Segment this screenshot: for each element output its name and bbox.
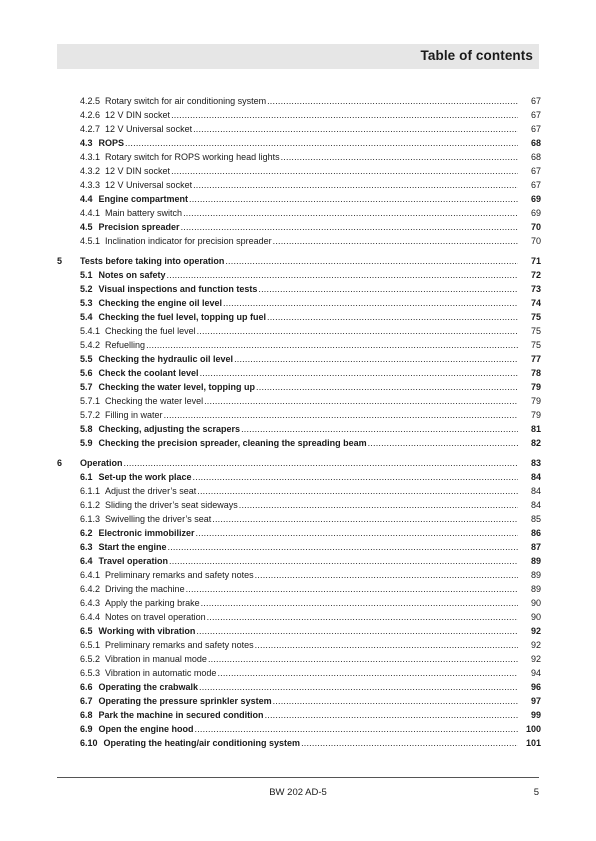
toc-entry-text xyxy=(80,694,522,708)
toc-page-number: 89 xyxy=(530,570,541,580)
toc-leader-dots xyxy=(181,220,518,234)
toc-section-title: Operating the heating/air conditioning system xyxy=(103,738,301,748)
toc-section-number: 6.5.2 xyxy=(80,654,101,664)
toc-section-number: 5.5 xyxy=(80,354,93,364)
toc-entry-text xyxy=(80,484,522,498)
toc-chapter-number: 6 xyxy=(57,458,63,468)
toc-section-number: 5.4.2 xyxy=(80,340,101,350)
toc-entry[interactable] xyxy=(57,554,541,568)
toc-entry-text xyxy=(80,366,522,380)
toc-entry-text xyxy=(80,220,522,234)
toc-page-number: 82 xyxy=(530,438,541,448)
toc-leader-dots xyxy=(164,408,518,422)
toc-entry[interactable] xyxy=(57,268,541,282)
toc-entry-text xyxy=(80,512,522,526)
toc-page-number: 87 xyxy=(530,542,541,552)
toc-leader-dots xyxy=(195,722,518,736)
toc-page-number: 72 xyxy=(530,270,541,280)
toc-section-title: Checking the fuel level, topping up fuel xyxy=(98,312,267,322)
toc-section-number: 4.3 xyxy=(80,138,93,148)
toc-page-number: 79 xyxy=(530,396,541,406)
table-of-contents xyxy=(57,94,541,750)
toc-section-title: Engine compartment xyxy=(98,194,189,204)
toc-entry-text xyxy=(80,192,522,206)
toc-entry-text xyxy=(80,122,522,136)
toc-section-title: Preliminary remarks and safety notes xyxy=(105,570,254,580)
toc-entry[interactable] xyxy=(57,338,541,352)
toc-entry[interactable] xyxy=(57,220,541,234)
toc-page-number: 89 xyxy=(530,556,541,566)
toc-entry[interactable] xyxy=(57,206,541,220)
toc-section-number: 6.2 xyxy=(80,528,93,538)
toc-page-number: 70 xyxy=(530,236,541,246)
toc-entry[interactable] xyxy=(57,680,541,694)
toc-entry[interactable] xyxy=(57,422,541,436)
toc-section-title: Rotary switch for air conditioning system xyxy=(105,96,267,106)
toc-entry[interactable] xyxy=(57,436,541,450)
toc-entry[interactable] xyxy=(57,722,541,736)
toc-section-number: 4.5.1 xyxy=(80,236,101,246)
toc-leader-dots xyxy=(124,456,518,470)
toc-section-title: Apply the parking brake xyxy=(105,598,200,608)
toc-section-number: 6.1.1 xyxy=(80,486,101,496)
toc-page-number: 86 xyxy=(530,528,541,538)
toc-section-title: Rotary switch for ROPS working head lights xyxy=(105,152,280,162)
toc-entry-text xyxy=(80,708,522,722)
toc-page-number: 84 xyxy=(530,486,541,496)
toc-section-number: 6.5.1 xyxy=(80,640,101,650)
toc-leader-dots xyxy=(146,338,518,352)
toc-page-number: 67 xyxy=(530,166,541,176)
toc-section-title: Tests before taking into operation xyxy=(80,256,225,266)
toc-leader-dots xyxy=(204,394,518,408)
toc-section-title: 12 V DIN socket xyxy=(105,166,171,176)
toc-entry[interactable] xyxy=(57,638,541,652)
toc-entry-text xyxy=(80,178,522,192)
toc-section-title: Preliminary remarks and safety notes xyxy=(105,640,254,650)
toc-page-number: 68 xyxy=(530,138,541,148)
toc-page-number: 89 xyxy=(530,584,541,594)
toc-section-title: Main battery switch xyxy=(105,208,183,218)
toc-entry-text xyxy=(80,150,522,164)
header-bar xyxy=(57,44,539,69)
toc-page-number: 101 xyxy=(525,738,541,748)
toc-entry-text xyxy=(80,136,522,150)
toc-section-number: 6.4.2 xyxy=(80,584,101,594)
toc-section-title: Set-up the work place xyxy=(98,472,192,482)
toc-section-number: 5.4.1 xyxy=(80,326,101,336)
toc-page-number: 78 xyxy=(530,368,541,378)
toc-section-title: Checking the fuel level xyxy=(105,326,196,336)
toc-page-number: 85 xyxy=(530,514,541,524)
toc-leader-dots xyxy=(267,310,518,324)
toc-leader-dots xyxy=(189,192,518,206)
toc-section-number: 5.7.2 xyxy=(80,410,101,420)
toc-section-number: 4.3.3 xyxy=(80,180,101,190)
toc-entry-text xyxy=(80,352,522,366)
toc-page-number: 67 xyxy=(530,110,541,120)
toc-page-number: 67 xyxy=(530,96,541,106)
toc-page-number: 92 xyxy=(530,626,541,636)
toc-section-number: 6.5 xyxy=(80,626,93,636)
toc-leader-dots xyxy=(167,268,518,282)
toc-section-title: Electronic immobilizer xyxy=(98,528,195,538)
toc-entry-text xyxy=(80,596,522,610)
toc-section-number: 6.10 xyxy=(80,738,98,748)
toc-entry-text xyxy=(80,94,522,108)
toc-section-title: Adjust the driver’s seat xyxy=(105,486,197,496)
toc-section-number: 6.1.3 xyxy=(80,514,101,524)
toc-entry[interactable] xyxy=(57,470,541,484)
toc-entry[interactable] xyxy=(57,352,541,366)
toc-section-number: 4.4.1 xyxy=(80,208,101,218)
toc-entry-text xyxy=(80,296,522,310)
toc-page-number: 69 xyxy=(530,208,541,218)
toc-entry[interactable] xyxy=(57,394,541,408)
toc-leader-dots xyxy=(368,436,518,450)
toc-entry-text xyxy=(80,610,522,624)
toc-entry-text xyxy=(80,736,522,750)
toc-section-number: 5.4 xyxy=(80,312,93,322)
toc-page-number: 70 xyxy=(530,222,541,232)
toc-entry-text xyxy=(80,164,522,178)
toc-entry[interactable] xyxy=(57,408,541,422)
toc-section-title: Sliding the driver’s seat sideways xyxy=(105,500,238,510)
toc-section-number: 5.2 xyxy=(80,284,93,294)
toc-section-title: Notes on travel operation xyxy=(105,612,206,622)
toc-leader-dots xyxy=(241,422,518,436)
toc-leader-dots xyxy=(225,254,518,268)
toc-page-number: 69 xyxy=(530,194,541,204)
toc-section-number: 6.8 xyxy=(80,710,93,720)
toc-page-number: 75 xyxy=(530,326,541,336)
toc-leader-dots xyxy=(171,108,518,122)
toc-entry-text xyxy=(80,498,522,512)
toc-entry-text xyxy=(80,540,522,554)
footer-document-id: BW 202 AD-5 xyxy=(269,787,327,798)
toc-section-title: Checking the hydraulic oil level xyxy=(98,354,234,364)
toc-entry[interactable] xyxy=(57,136,541,150)
toc-entry[interactable] xyxy=(57,324,541,338)
toc-leader-dots xyxy=(258,282,518,296)
toc-section-title: Start the engine xyxy=(98,542,167,552)
toc-entry[interactable] xyxy=(57,736,541,750)
toc-section-number: 4.3.2 xyxy=(80,166,101,176)
toc-section-title: Operating the pressure sprinkler system xyxy=(98,696,272,706)
toc-entry[interactable] xyxy=(57,498,541,512)
toc-page-number: 90 xyxy=(530,598,541,608)
toc-section-title: Operation xyxy=(80,458,123,468)
toc-section-number: 6.5.3 xyxy=(80,668,101,678)
toc-page-number: 79 xyxy=(530,410,541,420)
toc-entry-text xyxy=(80,394,522,408)
toc-leader-dots xyxy=(196,526,518,540)
toc-leader-dots xyxy=(223,296,518,310)
toc-entry-text xyxy=(80,282,522,296)
toc-section-number: 5.7 xyxy=(80,382,93,392)
toc-leader-dots xyxy=(193,178,518,192)
toc-leader-dots xyxy=(208,652,518,666)
toc-entry-text xyxy=(80,568,522,582)
toc-page-number: 79 xyxy=(530,382,541,392)
toc-entry[interactable] xyxy=(57,94,541,108)
toc-entry[interactable] xyxy=(57,694,541,708)
toc-entry[interactable] xyxy=(57,708,541,722)
toc-section-title: 12 V Universal socket xyxy=(105,124,193,134)
toc-entry-text xyxy=(80,206,522,220)
toc-section-number: 6.7 xyxy=(80,696,93,706)
toc-entry[interactable] xyxy=(57,380,541,394)
toc-entry-text xyxy=(80,324,522,338)
toc-section-number: 5.1 xyxy=(80,270,93,280)
toc-entry-text xyxy=(80,380,522,394)
toc-leader-dots xyxy=(171,164,518,178)
toc-section-title: Notes on safety xyxy=(98,270,166,280)
toc-entry[interactable] xyxy=(57,164,541,178)
toc-section-number: 6.4 xyxy=(80,556,93,566)
toc-entry-text xyxy=(80,422,522,436)
toc-section-number: 4.2.5 xyxy=(80,96,101,106)
toc-entry[interactable] xyxy=(57,484,541,498)
toc-leader-dots xyxy=(193,470,518,484)
toc-entry[interactable] xyxy=(57,192,541,206)
toc-leader-dots xyxy=(239,498,518,512)
toc-section-title: Open the engine hood xyxy=(98,724,194,734)
toc-page-number: 97 xyxy=(530,696,541,706)
toc-entry[interactable] xyxy=(57,122,541,136)
toc-section-number: 5.9 xyxy=(80,438,93,448)
toc-section-title: Checking the precision spreader, cleaning the spreading beam xyxy=(98,438,367,448)
toc-section-title: Driving the machine xyxy=(105,584,185,594)
toc-leader-dots xyxy=(267,94,518,108)
toc-page-number: 92 xyxy=(530,654,541,664)
toc-entry[interactable] xyxy=(57,178,541,192)
toc-section-number: 4.2.7 xyxy=(80,124,101,134)
toc-entry-text xyxy=(80,338,522,352)
toc-section-title: Operating the crabwalk xyxy=(98,682,199,692)
toc-leader-dots xyxy=(212,512,518,526)
toc-entry-text xyxy=(80,234,522,248)
toc-leader-dots xyxy=(201,596,518,610)
toc-entry-text xyxy=(80,582,522,596)
toc-page-number: 100 xyxy=(525,724,541,734)
toc-section-title: Inclination indicator for precision spreader xyxy=(105,236,272,246)
toc-section-number: 4.2.6 xyxy=(80,110,101,120)
toc-page-number: 71 xyxy=(530,256,541,266)
toc-entry-text xyxy=(80,436,522,450)
toc-section-number: 6.1.2 xyxy=(80,500,101,510)
toc-leader-dots xyxy=(197,324,518,338)
toc-entry[interactable] xyxy=(57,282,541,296)
toc-page-number: 92 xyxy=(530,640,541,650)
toc-leader-dots xyxy=(125,136,518,150)
toc-leader-dots xyxy=(199,680,518,694)
toc-chapter-number: 5 xyxy=(57,256,63,266)
toc-page-number: 73 xyxy=(530,284,541,294)
toc-entry-text xyxy=(80,268,522,282)
toc-leader-dots xyxy=(273,694,518,708)
toc-entry-text xyxy=(80,722,522,736)
toc-entry[interactable] xyxy=(57,582,541,596)
toc-entry[interactable] xyxy=(57,150,541,164)
toc-leader-dots xyxy=(301,736,518,750)
toc-entry[interactable] xyxy=(57,666,541,680)
toc-section-number: 6.4.3 xyxy=(80,598,101,608)
toc-page-number: 83 xyxy=(530,458,541,468)
toc-leader-dots xyxy=(200,366,518,380)
toc-entry-text xyxy=(80,624,522,638)
page-title: Table of contents xyxy=(420,48,533,63)
toc-section-number: 6.6 xyxy=(80,682,93,692)
toc-entry-text xyxy=(80,638,522,652)
toc-page-number: 99 xyxy=(530,710,541,720)
toc-entry-text xyxy=(80,470,522,484)
toc-page-number: 75 xyxy=(530,340,541,350)
toc-entry-text xyxy=(80,666,522,680)
toc-entry[interactable] xyxy=(57,296,541,310)
toc-page-number: 90 xyxy=(530,612,541,622)
toc-section-title: Refuelling xyxy=(105,340,146,350)
toc-page-number: 81 xyxy=(530,424,541,434)
toc-entry[interactable] xyxy=(57,366,541,380)
toc-section-number: 4.3.1 xyxy=(80,152,101,162)
toc-section-number: 5.6 xyxy=(80,368,93,378)
toc-leader-dots xyxy=(186,582,518,596)
toc-leader-dots xyxy=(256,380,518,394)
toc-leader-dots xyxy=(168,540,518,554)
toc-entry[interactable] xyxy=(57,234,541,248)
toc-entry[interactable] xyxy=(57,624,541,638)
toc-section-title: Vibration in automatic mode xyxy=(105,668,217,678)
toc-entry[interactable] xyxy=(57,526,541,540)
toc-leader-dots xyxy=(234,352,518,366)
toc-section-title: Swivelling the driver’s seat xyxy=(105,514,212,524)
toc-section-title: 12 V DIN socket xyxy=(105,110,171,120)
toc-page-number: 96 xyxy=(530,682,541,692)
toc-leader-dots xyxy=(169,554,518,568)
toc-entry[interactable] xyxy=(57,610,541,624)
toc-leader-dots xyxy=(265,708,518,722)
toc-entry[interactable] xyxy=(57,512,541,526)
toc-section-number: 6.9 xyxy=(80,724,93,734)
toc-section-title: Checking the water level xyxy=(105,396,204,406)
toc-entry[interactable] xyxy=(57,540,541,554)
toc-entry[interactable] xyxy=(57,108,541,122)
toc-section-number: 5.8 xyxy=(80,424,93,434)
toc-page-number: 94 xyxy=(530,668,541,678)
toc-entry[interactable] xyxy=(57,596,541,610)
toc-entry[interactable] xyxy=(57,254,541,268)
toc-section-title: ROPS xyxy=(98,138,125,148)
toc-section-number: 5.3 xyxy=(80,298,93,308)
toc-leader-dots xyxy=(281,150,518,164)
toc-page-number: 67 xyxy=(530,180,541,190)
toc-leader-dots xyxy=(207,610,518,624)
toc-entry[interactable] xyxy=(57,310,541,324)
toc-section-title: Travel operation xyxy=(98,556,169,566)
toc-section-title: Checking the water level, topping up xyxy=(98,382,256,392)
toc-section-number: 4.5 xyxy=(80,222,93,232)
toc-section-number: 6.1 xyxy=(80,472,93,482)
toc-section-title: 12 V Universal socket xyxy=(105,180,193,190)
toc-entry[interactable] xyxy=(57,568,541,582)
toc-section-title: Vibration in manual mode xyxy=(105,654,207,664)
toc-leader-dots xyxy=(273,234,518,248)
toc-section-title: Checking the engine oil level xyxy=(98,298,223,308)
toc-section-number: 6.4.4 xyxy=(80,612,101,622)
toc-entry-text xyxy=(80,310,522,324)
toc-section-title: Park the machine in secured condition xyxy=(98,710,264,720)
toc-page-number: 68 xyxy=(530,152,541,162)
toc-page-number: 84 xyxy=(530,472,541,482)
toc-section-title: Precision spreader xyxy=(98,222,180,232)
toc-leader-dots xyxy=(183,206,518,220)
toc-section-title: Filling in water xyxy=(105,410,163,420)
toc-entry-text xyxy=(80,652,522,666)
toc-page-number: 75 xyxy=(530,312,541,322)
toc-leader-dots xyxy=(217,666,518,680)
footer-divider xyxy=(57,777,539,778)
toc-leader-dots xyxy=(193,122,518,136)
toc-section-number: 5.7.1 xyxy=(80,396,101,406)
toc-entry-text xyxy=(80,408,522,422)
toc-leader-dots xyxy=(255,638,518,652)
toc-leader-dots xyxy=(196,624,518,638)
toc-entry[interactable] xyxy=(57,652,541,666)
toc-entry-text xyxy=(80,108,522,122)
toc-section-title: Check the coolant level xyxy=(98,368,199,378)
toc-page-number: 84 xyxy=(530,500,541,510)
toc-entry[interactable] xyxy=(57,456,541,470)
toc-page-number: 67 xyxy=(530,124,541,134)
toc-section-number: 6.3 xyxy=(80,542,93,552)
toc-leader-dots xyxy=(255,568,518,582)
toc-entry-text xyxy=(80,554,522,568)
toc-section-title: Checking, adjusting the scrapers xyxy=(98,424,241,434)
toc-section-number: 4.4 xyxy=(80,194,93,204)
toc-leader-dots xyxy=(197,484,518,498)
toc-entry-text xyxy=(80,254,522,268)
toc-section-title: Visual inspections and function tests xyxy=(98,284,258,294)
toc-section-number: 6.4.1 xyxy=(80,570,101,580)
toc-page-number: 74 xyxy=(530,298,541,308)
toc-entry-text xyxy=(80,680,522,694)
toc-section-title: Working with vibration xyxy=(98,626,196,636)
footer-page-number: 5 xyxy=(533,787,539,798)
toc-entry-text xyxy=(80,526,522,540)
toc-page-number: 77 xyxy=(530,354,541,364)
toc-entry-text xyxy=(80,456,522,470)
